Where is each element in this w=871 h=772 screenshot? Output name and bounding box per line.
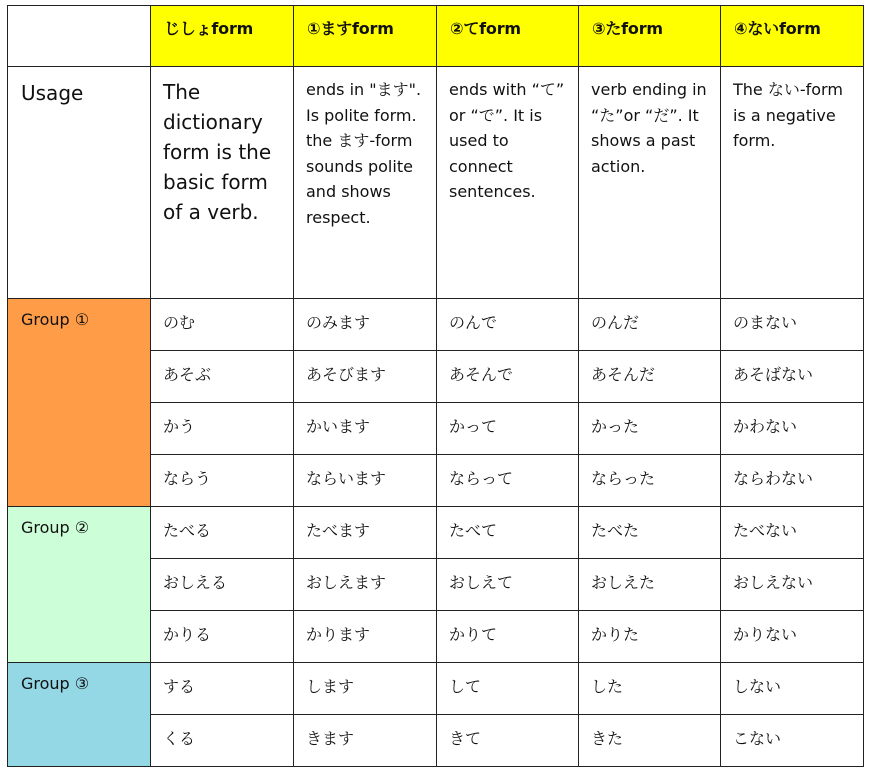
verb-cell: かりて bbox=[437, 611, 579, 663]
header-nai-form: ④ないform bbox=[721, 6, 864, 67]
verb-cell: たべます bbox=[294, 507, 437, 559]
verb-cell: たべる bbox=[151, 507, 294, 559]
verb-cell: ならいます bbox=[294, 455, 437, 507]
usage-masu-form: ends in "ます". Is polite form. the ます-form sounds polite and shows respect. bbox=[294, 67, 437, 299]
verb-cell: おしえて bbox=[437, 559, 579, 611]
verb-cell: ならった bbox=[579, 455, 721, 507]
verb-cell: のんだ bbox=[579, 299, 721, 351]
verb-cell: かわない bbox=[721, 403, 864, 455]
verb-cell: おしえない bbox=[721, 559, 864, 611]
verb-cell: あそんだ bbox=[579, 351, 721, 403]
verb-cell: した bbox=[579, 663, 721, 715]
verb-cell: あそばない bbox=[721, 351, 864, 403]
corner-cell bbox=[8, 6, 151, 67]
verb-cell: きた bbox=[579, 715, 721, 767]
verb-cell: おしえます bbox=[294, 559, 437, 611]
verb-cell: たべない bbox=[721, 507, 864, 559]
verb-cell: おしえた bbox=[579, 559, 721, 611]
verb-cell: して bbox=[437, 663, 579, 715]
verb-cell: かった bbox=[579, 403, 721, 455]
verb-cell: あそぶ bbox=[151, 351, 294, 403]
verb-cell: のむ bbox=[151, 299, 294, 351]
verb-form-table bbox=[7, 5, 864, 767]
group-2-label-cell: Group ② bbox=[8, 507, 151, 663]
verb-cell: のんで bbox=[437, 299, 579, 351]
verb-cell: あそんで bbox=[437, 351, 579, 403]
verb-cell: かって bbox=[437, 403, 579, 455]
verb-cell: かります bbox=[294, 611, 437, 663]
usage-label: Usage bbox=[8, 67, 151, 299]
header-dictionary-form: じしょform bbox=[151, 6, 294, 67]
header-ta-form: ③たform bbox=[579, 6, 721, 67]
verb-cell: かう bbox=[151, 403, 294, 455]
verb-cell: おしえる bbox=[151, 559, 294, 611]
usage-dictionary-form: The dictionary form is the basic form of a verb. bbox=[151, 67, 294, 299]
verb-cell: ならわない bbox=[721, 455, 864, 507]
verb-cell: ならって bbox=[437, 455, 579, 507]
verb-cell: のみます bbox=[294, 299, 437, 351]
group-3-label-cell: Group ③ bbox=[8, 663, 151, 767]
verb-cell: します bbox=[294, 663, 437, 715]
usage-ta-form: verb ending in “た”or “だ”. It shows a past action. bbox=[579, 67, 721, 299]
verb-cell: きて bbox=[437, 715, 579, 767]
verb-cell: かりる bbox=[151, 611, 294, 663]
table-row bbox=[8, 663, 864, 715]
verb-cell: しない bbox=[721, 663, 864, 715]
verb-cell: のまない bbox=[721, 299, 864, 351]
header-te-form: ②てform bbox=[437, 6, 579, 67]
verb-cell: かりた bbox=[579, 611, 721, 663]
group-1-label-cell: Group ① bbox=[8, 299, 151, 507]
header-masu-form: ①ますform bbox=[294, 6, 437, 67]
usage-nai-form: The ない-form is a negative form. bbox=[721, 67, 864, 299]
verb-cell: くる bbox=[151, 715, 294, 767]
verb-cell: たべて bbox=[437, 507, 579, 559]
table-row bbox=[8, 299, 864, 351]
verb-cell: きます bbox=[294, 715, 437, 767]
table-row bbox=[8, 507, 864, 559]
verb-cell: こない bbox=[721, 715, 864, 767]
verb-cell: かいます bbox=[294, 403, 437, 455]
verb-cell: する bbox=[151, 663, 294, 715]
verb-cell: かりない bbox=[721, 611, 864, 663]
usage-row bbox=[8, 67, 864, 299]
verb-cell: ならう bbox=[151, 455, 294, 507]
usage-te-form: ends with “て” or “で”. It is used to connect sentences. bbox=[437, 67, 579, 299]
header-row bbox=[8, 6, 864, 67]
verb-cell: たべた bbox=[579, 507, 721, 559]
verb-cell: あそびます bbox=[294, 351, 437, 403]
